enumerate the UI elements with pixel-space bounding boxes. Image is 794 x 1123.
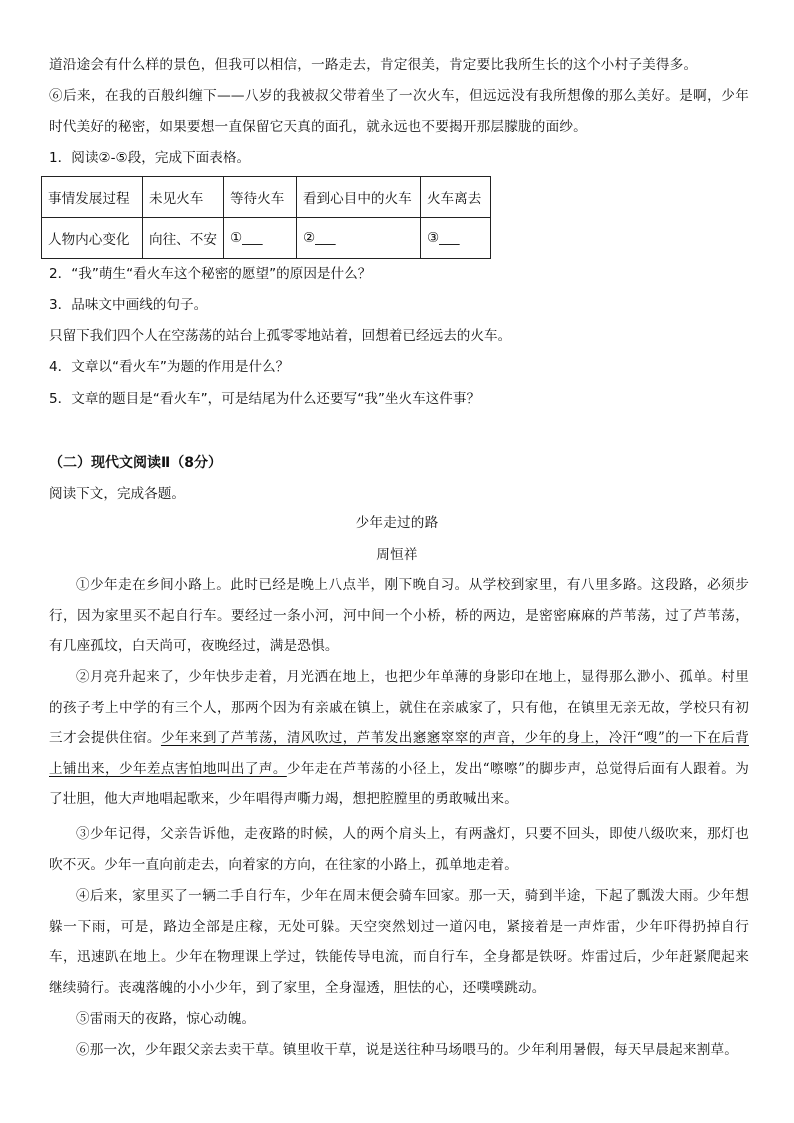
table-cell: 等待火车 (223, 177, 296, 218)
table-cell: 看到心目中的火车 (296, 177, 420, 218)
answer-table (41, 176, 491, 259)
table-cell: 人物内心变化 (42, 218, 143, 259)
continued-text-line: 道沿途会有什么样的景色，但我可以相信，一路走去，肯定很美，肯定要比我所生长的这个小村子美得多。 (49, 57, 698, 73)
essay-title: 少年走过的路 (355, 515, 439, 531)
question-5: 5．文章的题目是“看火车”，可是结尾为什么还要写“我”坐火车这件事？ (49, 391, 481, 407)
question-2: 2．“我”萌生“看火车这个秘密的愿望”的原因是什么？ (49, 266, 372, 282)
essay-paragraph-3: ③少年记得，父亲告诉他，走夜路的时候，人的两个肩头上，有两盏灯，只要不回头，即使八级吹来，那灯也吹不灭。少年一直向前走去，向着家的方向，在往家的小路上，孤单地走着。 (49, 826, 749, 873)
section-heading: （二）现代文阅读Ⅱ（8分） (49, 455, 222, 471)
answer-blank-1[interactable]: ①___ (223, 218, 296, 259)
question-3: 3．品味文中画线的句子。 (49, 297, 208, 313)
table-row (42, 218, 491, 259)
instruction-text: 阅读下文，完成各题。 (49, 486, 185, 502)
table-cell: 未见火车 (143, 177, 224, 218)
table-cell: 火车离去 (420, 177, 490, 218)
paragraph-2-text-b: 少年走在芦苇荡的小径上，发出“嚓嚓”的脚步声，总觉得后面有人跟着。为了壮胆，他大声地唱起歌来，少年唱得声嘶力竭，想把腔膛里的勇敢喊出来。 (49, 760, 749, 807)
paragraph-6: ⑥后来，在我的百般纠缠下——八岁的我被叔父带着坐了一次火车，但远远没有我所想像的那么美好。是啊，少年时代美好的秘密，如果要想一直保留它天真的面孔，就永远也不要揭开那层朦胧的面纱。 (49, 88, 749, 135)
essay-paragraph-1: ①少年走在乡间小路上。此时已经是晚上八点半，刚下晚自习。从学校到家里，有八里多路。这段路，必须步行，因为家里买不起自行车。要经过一条小河，河中间一个小桥，桥的两边，是密密麻麻的芦苇荡，过了芦苇荡，有几座孤坟，白天尚可，夜晚经过，满是恐惧。 (49, 577, 749, 654)
essay-paragraph-6: ⑥那一次，少年跟父亲去卖干草。镇里收干草，说是送往种马场喂马的。少年利用暑假，每天早晨起来割草。 (76, 1042, 739, 1058)
underlined-sentence: 少年来到了芦苇荡，清风吹过，芦苇发出窸窸窣窣的声音，少年的身上，冷汗“嗖”的一下在后背上铺出来，少年差点害怕地叫出了声。 (49, 730, 749, 777)
essay-paragraph-2 (49, 662, 749, 815)
essay-author: 周恒祥 (376, 547, 418, 563)
essay-paragraph-5: ⑤雷雨天的夜路，惊心动魄。 (76, 1011, 256, 1027)
table-cell: 事情发展过程 (42, 177, 143, 218)
paragraph-2-text-a: ②月亮升起来了，少年快步走着，月光洒在地上，也把少年单薄的身影印在地上，显得那么渺小、孤单。村里的孩子考上中学的有三个人，那两个因为有亲戚在镇上，就住在亲戚家了，只有他，在镇里无亲无故，学校只有初三才会提供住宿。 (49, 669, 749, 746)
question-3-quote: 只留下我们四个人在空荡荡的站台上孤零零地站着，回想着已经远去的火车。 (49, 328, 512, 344)
answer-blank-2[interactable]: ②___ (296, 218, 420, 259)
essay-paragraph-4: ④后来，家里买了一辆二手自行车，少年在周末便会骑车回家。那一天，骑到半途，下起了瓢泼大雨。少年想躲一下雨，可是，路边全部是庄稼，无处可躲。天空突然划过一道闪电，紧接着是一声炸雷，少年吓得扔掉自行车，迅速趴在地上。少年在物理课上学过，铁能传导电流，而自行车，全身都是铁呀。炸雷过后，少年赶紧爬起来继续骑行。丧魂落魄的小小少年，到了家里，全身湿透，胆怯的心，还噗噗跳动。 (49, 888, 749, 996)
question-4: 4．文章以“看火车”为题的作用是什么？ (49, 359, 290, 375)
table-cell: 向往、不安 (143, 218, 224, 259)
table-row (42, 177, 491, 218)
answer-blank-3[interactable]: ③___ (420, 218, 490, 259)
question-1: 1．阅读②-⑤段，完成下面表格。 (49, 150, 251, 166)
